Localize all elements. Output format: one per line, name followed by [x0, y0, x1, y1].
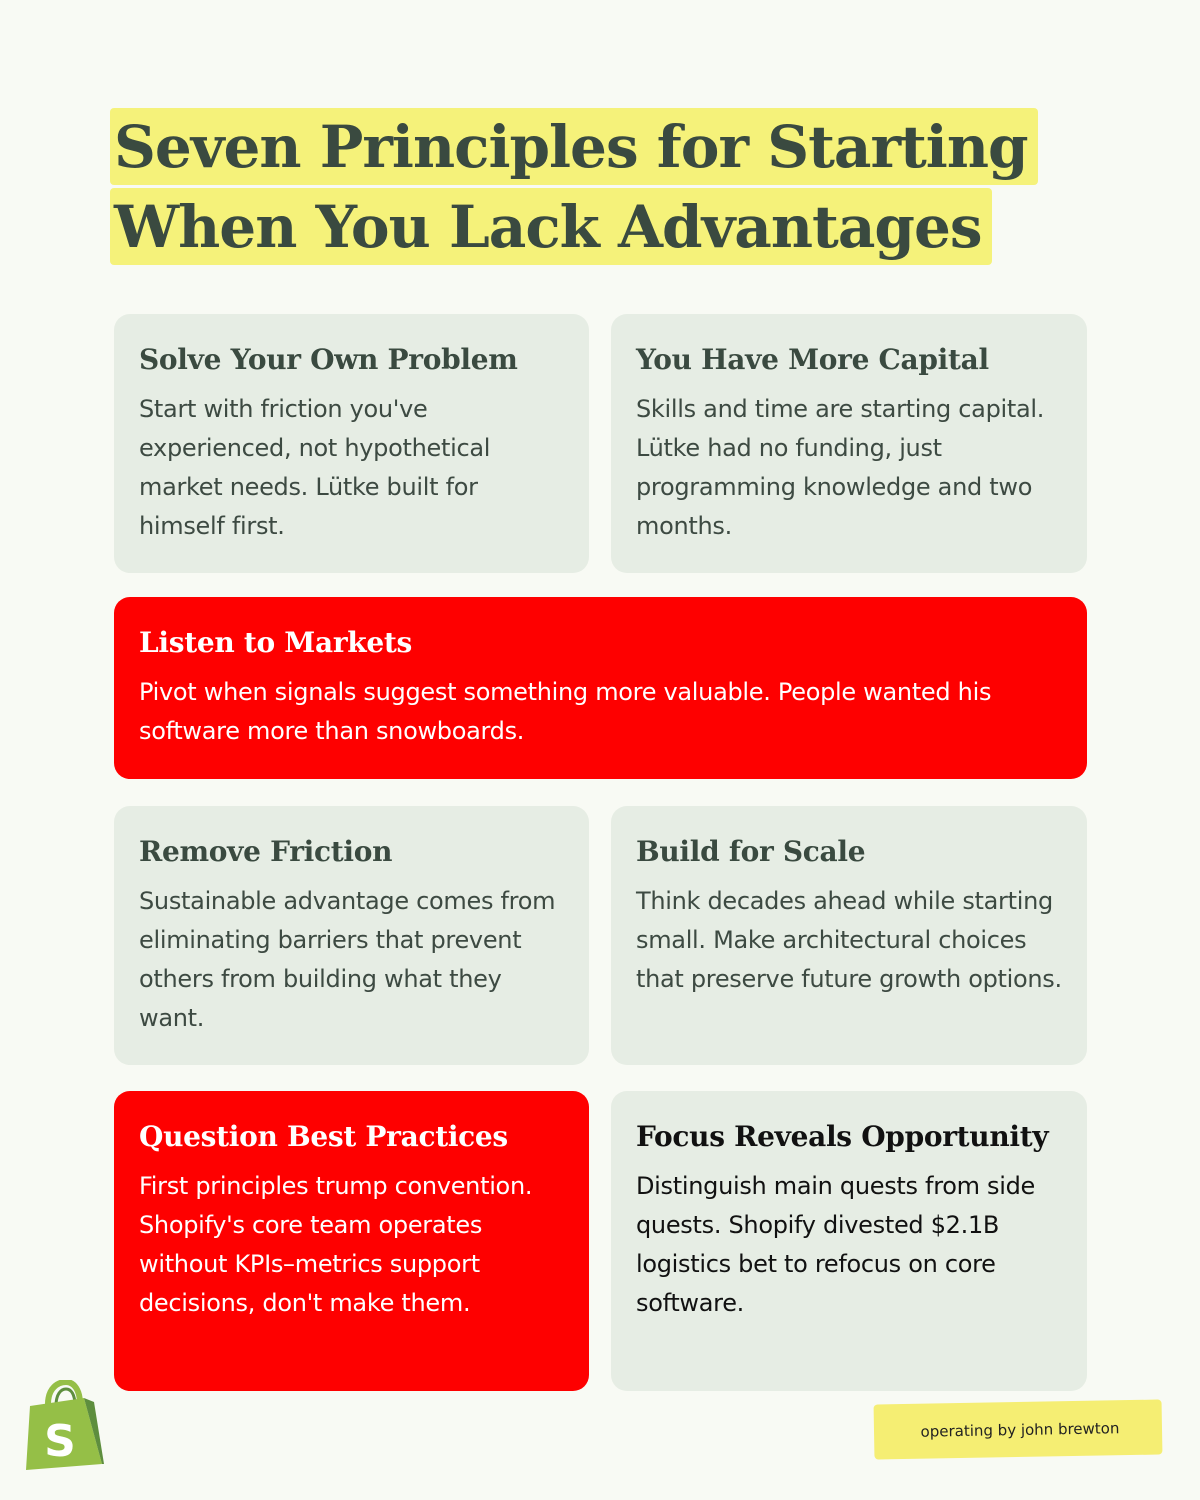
card-body: Start with friction you've experienced, not hypothetical market needs. Lütke built for himself first.: [139, 395, 491, 540]
card-title: Solve Your Own Problem: [139, 343, 518, 376]
principle-card-focus-reveals-opportunity: [611, 1091, 1087, 1391]
principle-card-listen-to-markets: [114, 597, 1087, 779]
card-title: You Have More Capital: [636, 343, 989, 376]
credit-tag: operating by john brewton: [874, 1399, 1163, 1459]
card-body: Distinguish main quests from side quests. Shopify divested $2.1B logistics bet to refocus on core software.: [636, 1172, 1036, 1317]
principle-card-question-best-practices: [114, 1091, 589, 1391]
principle-card-more-capital: [611, 314, 1087, 573]
title-line-2: When You Lack Advantages: [110, 188, 992, 265]
card-title: Focus Reveals Opportunity: [636, 1120, 1049, 1153]
principle-card-solve-own-problem: [114, 314, 589, 573]
title-line-1: Seven Principles for Starting: [110, 108, 1038, 185]
principle-card-remove-friction: [114, 806, 589, 1065]
card-body: Think decades ahead while starting small. Make architectural choices that preserve future growth options.: [636, 887, 1062, 993]
principle-card-build-for-scale: [611, 806, 1087, 1065]
card-body: Skills and time are starting capital. Lütke had no funding, just programming knowledge and two months.: [636, 395, 1045, 540]
card-body: Pivot when signals suggest something more valuable. People wanted his software more than snowboards.: [139, 678, 992, 745]
card-title: Question Best Practices: [139, 1120, 508, 1153]
card-title: Listen to Markets: [139, 626, 412, 659]
card-title: Remove Friction: [139, 835, 393, 868]
logo-letter: S: [44, 1416, 76, 1467]
card-body: First principles trump convention. Shopify's core team operates without KPIs–metrics support decisions, don't make them.: [139, 1172, 533, 1317]
shopify-bag-icon: [22, 1380, 106, 1472]
card-body: Sustainable advantage comes from eliminating barriers that prevent others from building what they want.: [139, 887, 556, 1032]
card-title: Build for Scale: [636, 835, 866, 868]
page-title: [110, 108, 1038, 268]
